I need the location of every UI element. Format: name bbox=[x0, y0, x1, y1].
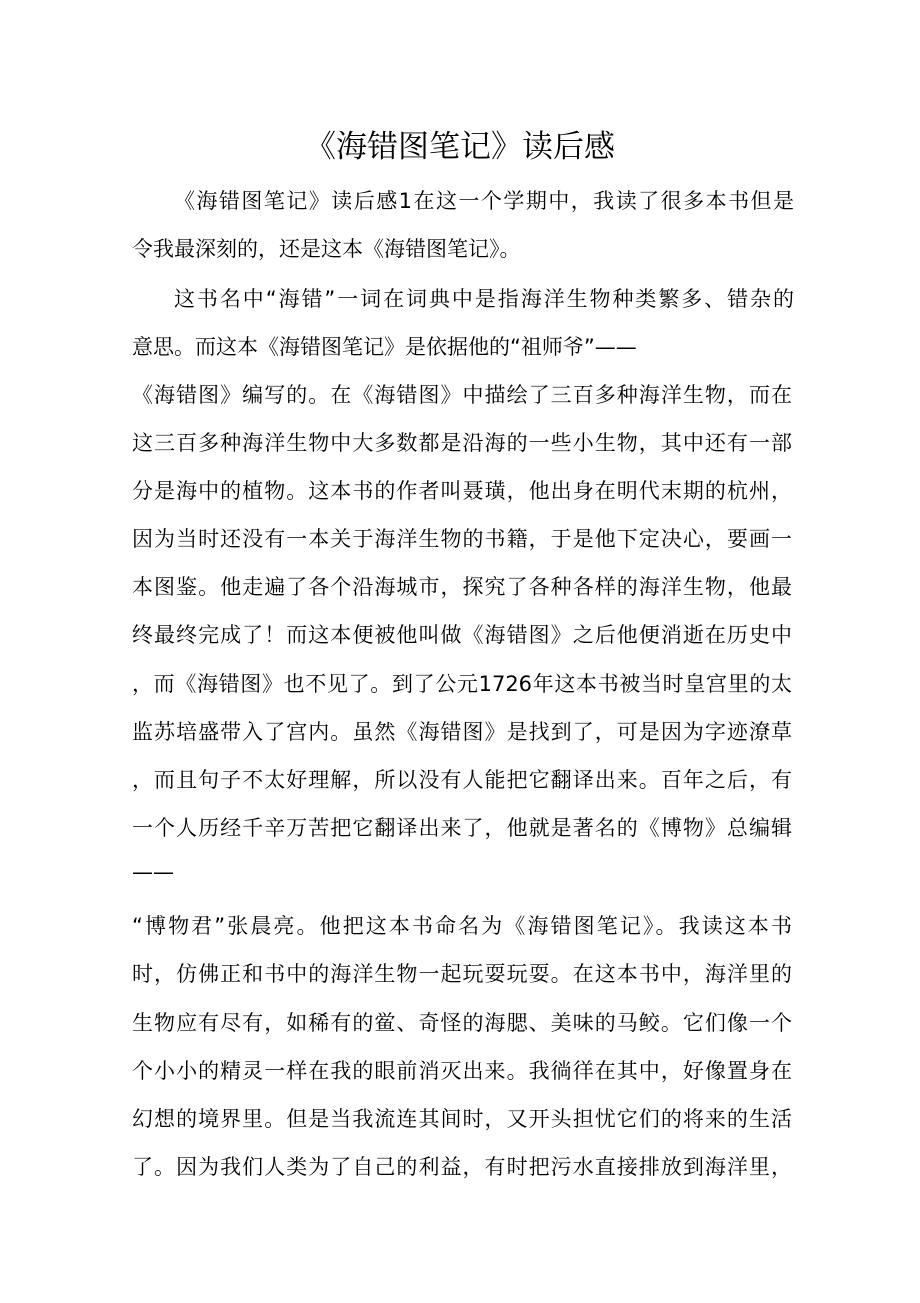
paragraph-line: 意思。而这本《海错图笔记》是依据他的“祖师爷”—— bbox=[132, 335, 637, 359]
paragraph-line: 时，仿佛正和书中的海洋生物一起玩耍玩耍。在这本书中，海洋里的 bbox=[132, 962, 792, 986]
paragraph-line: 一个人历经千辛万苦把它翻译出来了，他就是著名的《博物》总编辑 bbox=[132, 816, 792, 840]
paragraph-line: 令我最深刻的，还是这本《海错图笔记》。 bbox=[132, 237, 521, 261]
paragraph-line: 生物应有尽有，如稀有的鲎、奇怪的海腮、美味的马鲛。它们像一个 bbox=[132, 1011, 792, 1035]
paragraph-line: 监苏培盛带入了宫内。虽然《海错图》是找到了，可是因为字迹潦草 bbox=[132, 720, 792, 744]
paragraph-line: 了。因为我们人类为了自己的利益，有时把污水直接排放到海洋里， bbox=[132, 1155, 792, 1179]
paragraph-line: 幻想的境界里。但是当我流连其间时，又开头担忧它们的将来的生活 bbox=[132, 1107, 792, 1131]
paragraph-line: 个小小的精灵一样在我的眼前消灭出来。我徜徉在其中，好像置身在 bbox=[132, 1059, 792, 1083]
page-title: 《海错图笔记》读后感 bbox=[305, 129, 615, 165]
paragraph-line: 这三百多种海洋生物中大多数都是沿海的一些小生物，其中还有一部 bbox=[132, 431, 792, 455]
paragraph-line: 分是海中的植物。这本书的作者叫聂璜，他出身在明代末期的杭州， bbox=[132, 479, 792, 503]
paragraph-line: “博物君”张晨亮。他把这本书命名为《海错图笔记》。我读这本书 bbox=[132, 914, 792, 938]
paragraph-line: 《海错图》编写的。在《海错图》中描绘了三百多种海洋生物，而在 bbox=[132, 383, 792, 407]
paragraph-line: ，而且句子不太好理解，所以没有人能把它翻译出来。百年之后，有 bbox=[132, 768, 792, 792]
paragraph-line: 这书名中“海错”一词在词典中是指海洋生物种类繁多、错杂的 bbox=[174, 287, 794, 311]
paragraph-line: 因为当时还没有一本关于海洋生物的书籍，于是他下定决心，要画一 bbox=[132, 527, 792, 551]
paragraph-line: 终最终完成了！而这本便被他叫做《海错图》之后他便消逝在历史中 bbox=[132, 623, 792, 647]
paragraph-line: —— bbox=[132, 860, 174, 884]
paragraph-line: ，而《海错图》也不见了。到了公元1726年这本书被当时皇宫里的太 bbox=[132, 672, 792, 696]
paragraph-line: 本图鉴。他走遍了各个沿海城市，探究了各种各样的海洋生物，他最 bbox=[132, 575, 792, 599]
paragraph-line: 《海错图笔记》读后感1在这一个学期中，我读了很多本书但是 bbox=[174, 189, 794, 213]
